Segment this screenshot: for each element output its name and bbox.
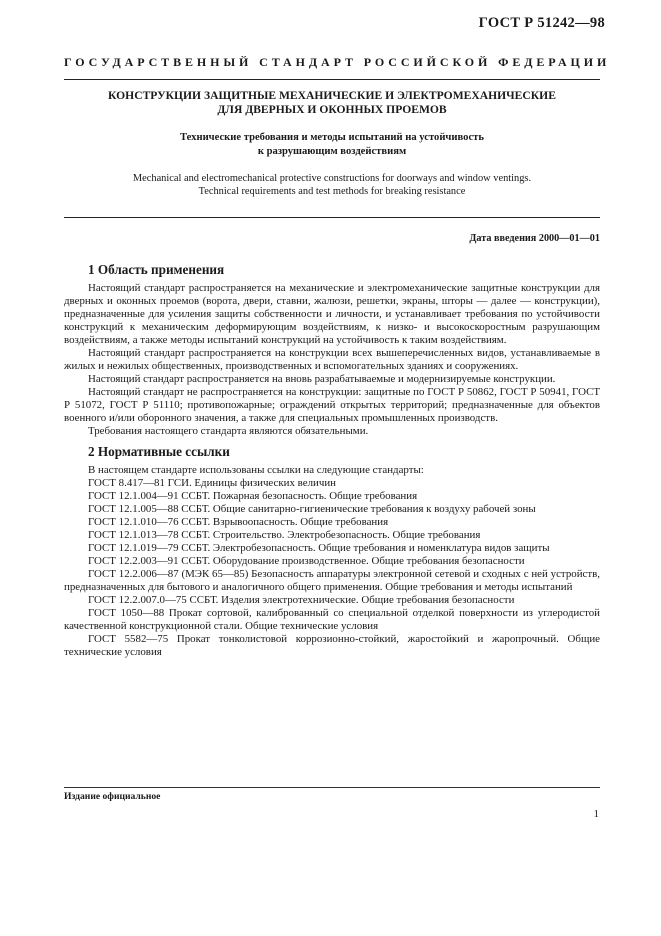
reference-item: ГОСТ 12.1.019—79 ССБТ. Электробезопасность. Общие требования и номенклатура видов защиты [88,542,550,554]
english-title [64,172,600,198]
main-title-line-2: ДЛЯ ДВЕРНЫХ И ОКОННЫХ ПРОЕМОВ [217,103,447,116]
main-title-line-1: КОНСТРУКЦИИ ЗАЩИТНЫЕ МЕХАНИЧЕСКИЕ И ЭЛЕКТРОМЕХАНИЧЕСКИЕ [108,89,556,102]
title-divider [64,217,600,218]
reference-item: ГОСТ 12.2.007.0—75 ССБТ. Изделия электротехнические. Общие требования безопасности [88,594,515,606]
reference-item: ГОСТ 12.1.005—88 ССБТ. Общие санитарно-гигиенические требования к воздуху рабочей зоны [88,503,536,515]
paragraph: Настоящий стандарт распространяется на механические и электромеханические защитные конструкции для дверных и оконных проемов (ворота, двери, ставни, жалюзи, решетки, экраны, шторы — далее — конструкции), предназначенные для усиления защиты собственности и личности, и устанавливает требования по устойчивости конструкций к механическим деформирующим воздействиям, к низко- и высокоскоростным разрушающим воздействиям, а также методы испытаний конструкций на устойчивость к таким воздействиям. [64,282,600,346]
reference-item: ГОСТ 8.417—81 ГСИ. Единицы физических величин [88,477,336,489]
reference-item: ГОСТ 1050—88 Прокат сортовой, калиброванный со специальной отделкой поверхности из углеродистой качественной конструкционной стали. Общие технические условия [64,607,600,632]
paragraph: Настоящий стандарт распространяется на вновь разрабатываемые и модернизируемые конструкции. [88,373,556,385]
section-scope [64,262,600,438]
section-normative-references [64,444,600,659]
reference-item: ГОСТ 12.1.004—91 ССБТ. Пожарная безопасность. Общие требования [88,490,418,502]
paragraph: В настоящем стандарте использованы ссылки на следующие стандарты: [88,464,424,476]
official-edition-label: Издание официальное [64,791,161,802]
paragraph: Настоящий стандарт распространяется на конструкции всех вышеперечисленных видов, устанавливаемые в жилых и нежилых общественных, производственных и вспомогательных зданиях и сооружениях. [64,347,600,372]
footer-divider [64,787,600,788]
reference-item: ГОСТ 12.1.013—78 ССБТ. Строительство. Электробезопасность. Общие требования [88,529,481,541]
reference-item: ГОСТ 12.2.003—91 ССБТ. Оборудование производственное. Общие требования безопасности [88,555,525,567]
reference-item: ГОСТ 5582—75 Прокат тонколистовой коррозионно-стойкий, жаростойкий и жаропрочный. Общие технические условия [64,633,600,658]
state-standard-title: ГОСУДАРСТВЕННЫЙ СТАНДАРТ РОССИЙСКОЙ ФЕДЕРАЦИИ [64,55,611,69]
page-number: 1 [593,808,599,820]
top-divider [64,79,600,80]
document-number: ГОСТ Р 51242—98 [478,15,605,31]
reference-item: ГОСТ 12.1.010—76 ССБТ. Взрывоопасность. Общие требования [88,516,389,528]
section-heading: 1 Область применения [88,262,225,277]
section-heading: 2 Нормативные ссылки [88,444,230,459]
subtitle-line-2: к разрушающим воздействиям [257,145,407,157]
document-body [64,262,600,659]
paragraph: Требования настоящего стандарта являются обязательными. [88,425,369,437]
reference-item: ГОСТ 12.2.006—87 (МЭК 65—85) Безопасность аппаратуры электронной сетевой и сходных с ней устройств, предназначенных для бытового и аналогичного общего применения. Общие требования и методы испытаний [64,568,600,593]
english-title-line-1: Mechanical and electromechanical protective constructions for doorways and window ventings. [132,173,532,184]
paragraph: Настоящий стандарт не распространяется на конструкции: защитные по ГОСТ Р 50862, ГОСТ Р 50941, ГОСТ Р 51072, ГОСТ Р 51110; противопожарные; ограждений открытых территорий; предназначенные для объектов военного и/или оборонного значения, а также для специальных промышленных производств. [64,386,600,424]
english-title-line-2: Technical requirements and test methods for breaking resistance [198,186,466,197]
introduction-date: Дата введения 2000—01—01 [469,233,600,244]
document-subtitle [64,131,600,158]
document-main-title [64,89,600,117]
subtitle-line-1: Технические требования и методы испытаний на устойчивость [180,132,484,143]
